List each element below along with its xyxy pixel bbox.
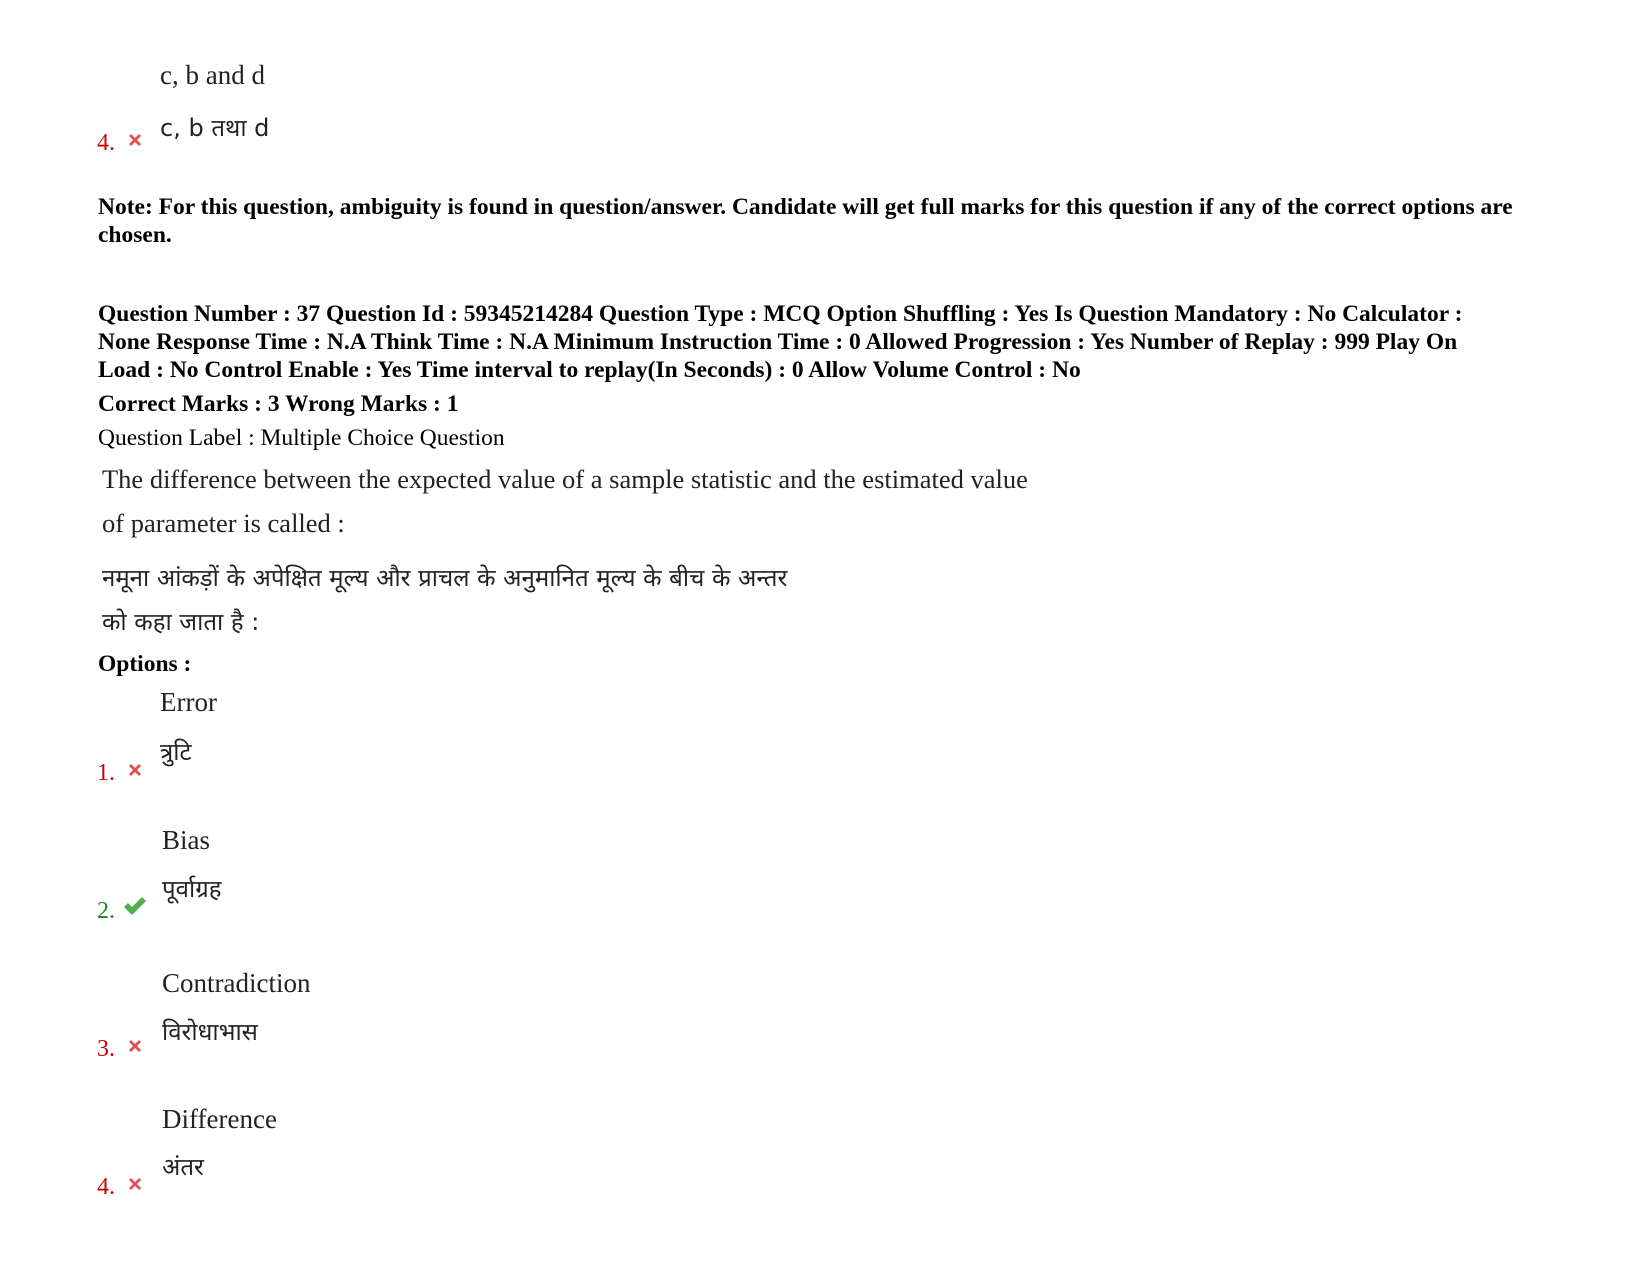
ambiguity-note: Note: For this question, ambiguity is found in question/answer. Candidate will get full marks for this question if any of the correct options are chosen. xyxy=(98,194,1513,248)
prev-option-4-text-en: c, b and d xyxy=(160,60,265,90)
option-4-number: 4. xyxy=(97,1174,115,1200)
question-text-en-line-1: The difference between the expected value of a sample statistic and the estimated value xyxy=(102,464,1028,494)
option-1-number: 1. xyxy=(97,760,115,786)
question-text-hi-line-1: नमूना आंकड़ों के अपेक्षित मूल्य और प्राचल के अनुमानित मूल्य के बीच के अन्तर xyxy=(102,564,788,592)
option-1-text-en: Error xyxy=(160,687,217,717)
prev-option-4-number: 4. xyxy=(97,130,115,156)
option-3-text-en: Contradiction xyxy=(162,968,311,998)
option-2-number: 2. xyxy=(97,898,115,924)
question-label: Question Label : Multiple Choice Question xyxy=(98,425,505,451)
question-text-en-line-2: of parameter is called : xyxy=(102,508,345,538)
check-icon xyxy=(122,895,148,917)
option-4-text-hi: अंतर xyxy=(162,1153,204,1181)
cross-icon xyxy=(126,1037,144,1055)
cross-icon xyxy=(126,1175,144,1193)
prev-option-4-text-hi: c, b तथा d xyxy=(160,114,270,142)
options-heading: Options : xyxy=(98,651,192,677)
option-2-text-en: Bias xyxy=(162,825,211,855)
marks-line: Correct Marks : 3 Wrong Marks : 1 xyxy=(98,391,459,417)
option-1-text-hi: त्रुटि xyxy=(160,738,192,766)
question-text-hi-line-2: को कहा जाता है : xyxy=(102,608,260,636)
option-3-text-hi: विरोधाभास xyxy=(162,1018,258,1046)
cross-icon xyxy=(126,131,144,149)
option-4-text-en: Difference xyxy=(162,1104,277,1134)
question-meta-line-2: None Response Time : N.A Think Time : N.A Minimum Instruction Time : 0 Allowed Progression : Yes Number of Replay : 999 Play On xyxy=(98,329,1458,355)
option-3-number: 3. xyxy=(97,1036,115,1062)
question-meta-line-1: Question Number : 37 Question Id : 59345214284 Question Type : MCQ Option Shuffling : Yes Is Question Mandatory : No Calculator : xyxy=(98,301,1463,327)
option-2-text-hi: पूर्वाग्रह xyxy=(162,875,222,903)
question-meta-line-3: Load : No Control Enable : Yes Time interval to replay(In Seconds) : 0 Allow Volume Control : No xyxy=(98,357,1081,383)
cross-icon xyxy=(126,761,144,779)
